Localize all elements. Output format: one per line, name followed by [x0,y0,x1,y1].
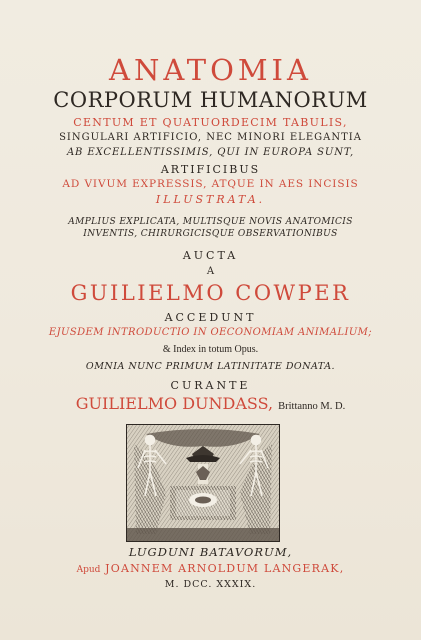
imprint-printer-line [0,563,421,575]
engraving-vignette [126,424,280,542]
imprint-printer: JOANNEM ARNOLDUM LANGERAK, [105,562,345,575]
editor-name: GUILIELMO DUNDASS, [75,394,274,413]
subtitle-accedunt: ACCEDUNT [164,311,257,324]
subtitle-amplius: AMPLIUS EXPLICATA, MULTISQUE NOVIS ANATOMICIS [68,217,353,227]
subtitle-illustrata: ILLUSTRATA. [155,193,266,206]
imprint-year: M. DCC. XXXIX. [164,579,257,590]
editor-line [0,396,421,413]
title-anatomia: ANATOMIA [109,53,312,87]
subtitle-index: & Index in totum Opus. [162,344,259,355]
author-name: GUILIELMO COWPER [70,281,351,305]
subtitle-excellentissimis: AB EXCELLENTISSIMIS, QUI IN EUROPA SUNT, [66,147,355,158]
imprint-city: LUGDUNI BATAVORUM, [128,545,293,559]
subtitle-introductio: EJUSDEM INTRODUCTIO IN OECONOMIAM ANIMALIUM; [48,327,373,338]
subtitle-aucta: AUCTA [182,249,239,262]
subtitle-artificio: SINGULARI ARTIFICIO, NEC MINORI ELEGANTIA [59,132,362,143]
subtitle-inventis: INVENTIS, CHIRURGICISQUE OBSERVATIONIBUS [83,229,338,239]
editor-suffix: Brittanno M. D. [278,401,346,412]
subtitle-artificibus: ARTIFICIBUS [160,163,261,176]
subtitle-a: A [206,266,215,277]
subtitle-ad-vivum: AD VIVUM EXPRESSIS, ATQUE IN AES INCISIS [62,178,359,190]
title-corporum-humanorum: CORPORUM HUMANORUM [53,88,368,112]
subtitle-latinitate: OMNIA NUNC PRIMUM LATINITATE DONATA. [85,361,336,372]
imprint-apud: Apud [76,565,101,575]
subtitle-curante: CURANTE [170,379,251,392]
subtitle-tabulis: CENTUM ET QUATUORDECIM TABULIS, [73,116,348,129]
